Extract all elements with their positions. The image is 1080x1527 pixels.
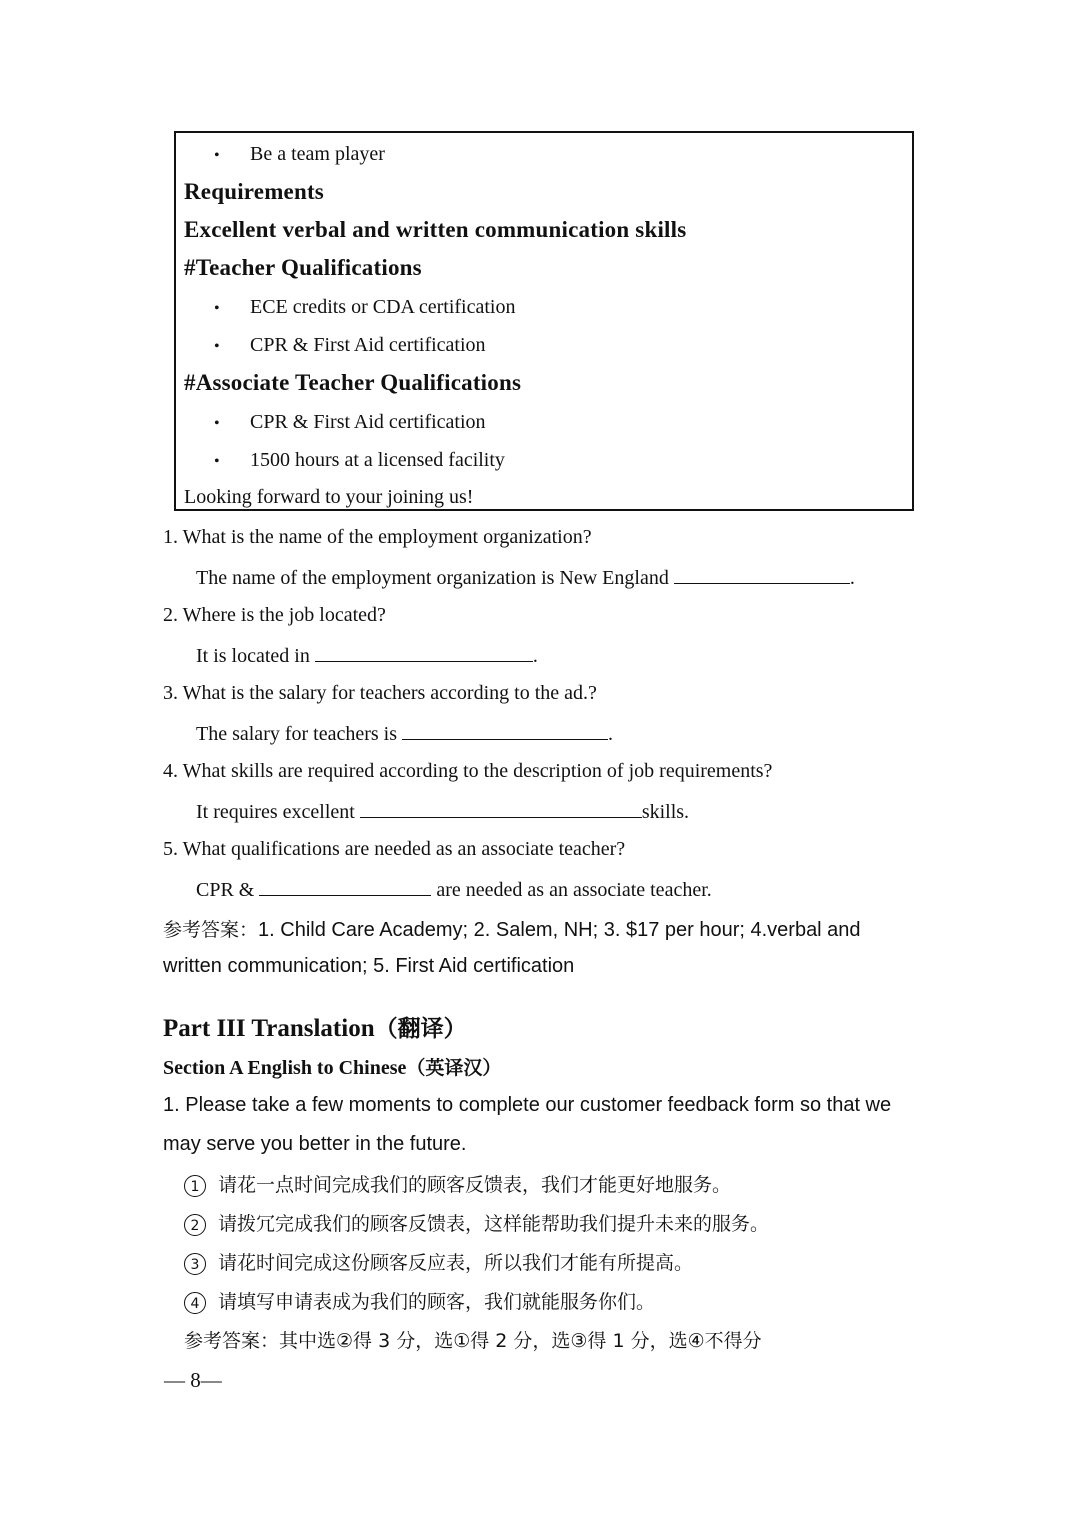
answer-line-2: It is located in .: [196, 645, 538, 667]
question-3: 3. What is the salary for teachers according to the ad.?: [163, 682, 597, 704]
bullet-icon: •: [214, 453, 220, 470]
ad-bullet-item: • ECE credits or CDA certification: [214, 296, 516, 318]
option-number-icon: 4: [184, 1292, 206, 1314]
ad-closing: Looking forward to your joining us!: [184, 486, 474, 508]
option-number-icon: 2: [184, 1214, 206, 1236]
question-5: 5. What qualifications are needed as an associate teacher?: [163, 838, 626, 860]
job-ad-box: [174, 131, 914, 511]
translation-item-1-line-2: may serve you better in the future.: [163, 1133, 467, 1155]
bullet-icon: •: [214, 415, 220, 432]
ad-bullet-item: • CPR & First Aid certification: [214, 411, 486, 433]
question-4: 4. What skills are required according to the description of job requirements?: [163, 760, 773, 782]
answer-line-4: It requires excellent skills.: [196, 801, 690, 823]
requirements-text: Excellent verbal and written communication skills: [184, 217, 687, 242]
reference-answer-label: 参考答案：: [163, 919, 259, 941]
translation-option-3: 3 请花时间完成这份顾客反应表，所以我们才能有所提高。: [184, 1248, 693, 1275]
answer-blank-2[interactable]: [315, 643, 533, 662]
translation-option-4: 4 请填写申请表成为我们的顾客，我们就能服务你们。: [184, 1287, 655, 1314]
question-2: 2. Where is the job located?: [163, 604, 386, 626]
answer-blank-1[interactable]: [674, 565, 850, 584]
answer-blank-3[interactable]: [402, 721, 608, 740]
answer-blank-5[interactable]: [259, 877, 431, 896]
ad-bullet-item: • Be a team player: [214, 143, 385, 165]
option-number-icon: 3: [184, 1253, 206, 1275]
answer-blank-4[interactable]: [360, 799, 642, 818]
option-number-icon: 1: [184, 1175, 206, 1197]
part3-heading: Part III Translation（翻译）: [163, 1015, 467, 1042]
answer-line-3: The salary for teachers is .: [196, 723, 614, 745]
associate-qualifications-heading: #Associate Teacher Qualifications: [184, 370, 522, 395]
section-a-heading: Section A English to Chinese（英译汉）: [163, 1057, 502, 1079]
translation-option-2: 2 请拨冗完成我们的顾客反馈表，这样能帮助我们提升未来的服务。: [184, 1209, 769, 1236]
bullet-icon: •: [214, 147, 220, 164]
teacher-qualifications-heading: #Teacher Qualifications: [184, 255, 422, 280]
bullet-icon: •: [214, 300, 220, 317]
answer-line-5: CPR & are needed as an associate teacher.: [196, 879, 712, 901]
requirements-heading: Requirements: [184, 179, 324, 204]
question-1: 1. What is the name of the employment organization?: [163, 526, 592, 548]
translation-item-1-line-1: 1. Please take a few moments to complete our customer feedback form so that we: [163, 1094, 892, 1116]
reference-answer-line-1: 参考答案：1. Child Care Academy; 2. Salem, NH; 3. $17 per hour; 4.verbal and: [163, 919, 861, 941]
scoring-note: 参考答案：其中选②得 3 分，选①得 2 分，选③得 1 分，选④不得分: [184, 1330, 762, 1352]
ad-bullet-item: • 1500 hours at a licensed facility: [214, 449, 505, 471]
translation-option-1: 1 请花一点时间完成我们的顾客反馈表，我们才能更好地服务。: [184, 1170, 731, 1197]
page-number: — 8—: [164, 1368, 222, 1392]
answer-line-1: The name of the employment organization is New England .: [196, 567, 855, 589]
ad-bullet-item: • CPR & First Aid certification: [214, 334, 486, 356]
bullet-icon: •: [214, 338, 220, 355]
reference-answer-line-2: written communication; 5. First Aid certification: [163, 955, 575, 977]
